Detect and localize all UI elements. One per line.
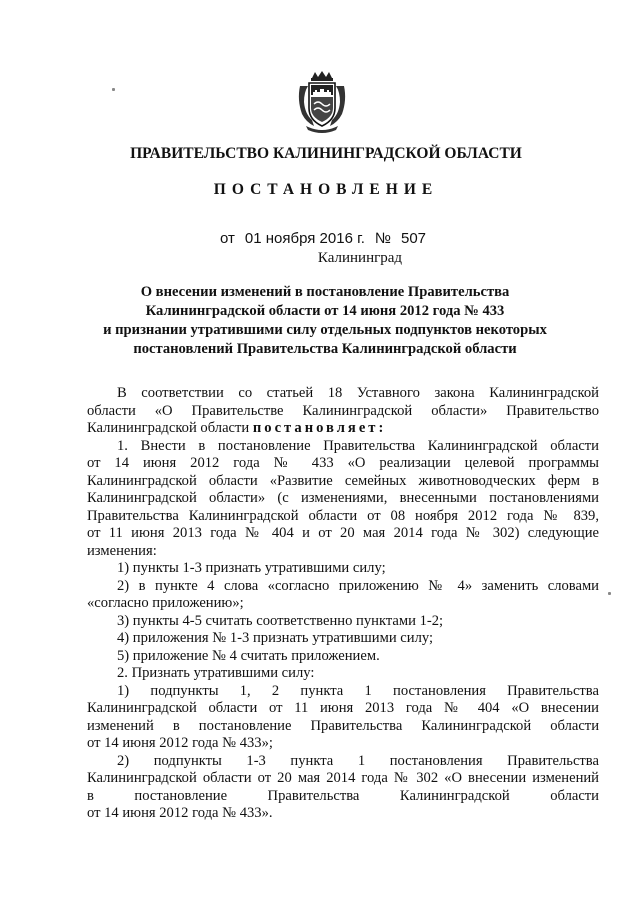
body-line: Калининградской области» (с изменениями, внесенными постановлениями — [87, 490, 599, 506]
body-line: 5) приложение № 4 считать приложением. — [117, 647, 380, 664]
body-line: 2. Признать утратившими силу: — [117, 665, 315, 681]
decree-date: 01 ноября 2016 г. — [244, 230, 365, 247]
body-line: от 14 июня 2012 года № 433»; — [87, 735, 273, 751]
body-line: 2) в пункте 4 слова «согласно приложению № 4» заменить словами — [117, 577, 599, 594]
body-line: области «О Правительстве Калининградской области» Правительство — [87, 402, 599, 419]
body-line: от 11 июня 2013 года № 404 и от 20 мая 2014 года № 302) следующие — [87, 525, 599, 541]
body-line: «согласно приложению»; — [87, 595, 244, 611]
document-type: ПОСТАНОВЛЕНИЕ — [213, 181, 439, 198]
body-line: в постановление Правительства Калининградской области — [87, 787, 599, 804]
subject-line: постановлений Правительства Калининградской области — [133, 341, 517, 357]
decree-number: 507 — [400, 230, 427, 247]
subject-line: и признании утратившими силу отдельных подпунктов некоторых — [103, 322, 547, 338]
resolves-word: постановляет: — [252, 420, 387, 436]
body-line: 3) пункты 4-5 считать соответственно пунктами 1-2; — [117, 612, 444, 629]
scan-speck — [112, 88, 115, 91]
body-line: Калининградской области от 20 мая 2014 года № 302 «О внесении изменений — [87, 770, 599, 786]
city-name: Калининград — [317, 250, 403, 266]
decree-body — [87, 385, 599, 823]
body-line: В соответствии со статьей 18 Уставного закона Калининградской — [117, 385, 599, 401]
body-text: Калининградской области — [87, 420, 253, 436]
body-line — [87, 420, 599, 438]
subject-line: О внесении изменений в постановление Правительства — [140, 284, 510, 300]
body-line: Правительства Калининградской области от 08 ноября 2012 года № 839, — [87, 507, 599, 524]
body-line: 1) подпункты 1, 2 пункта 1 постановления Правительства — [117, 682, 599, 699]
body-line: от 14 июня 2012 года № 433». — [87, 805, 273, 821]
body-line: 4) приложения № 1-3 признать утратившими силу; — [117, 630, 434, 646]
body-line: от 14 июня 2012 года № 433 «О реализации целевой программы — [87, 455, 599, 471]
decree-date-line — [220, 230, 426, 247]
number-sign: № — [374, 230, 391, 247]
coat-of-arms-icon — [296, 70, 348, 134]
date-prefix: от — [220, 230, 235, 247]
scan-speck — [608, 592, 611, 595]
body-line: 1. Внести в постановление Правительства Калининградской области — [117, 437, 599, 454]
body-line: изменений в постановление Правительства Калининградской области — [87, 717, 599, 734]
decree-subject — [60, 283, 590, 359]
body-line: 2) подпункты 1-3 пункта 1 постановления Правительства — [117, 752, 599, 769]
body-line: Калининградской области «Развитие семейных животноводческих ферм в — [87, 472, 599, 489]
body-line: 1) пункты 1-3 признать утратившими силу; — [117, 560, 386, 576]
subject-line: Калининградской области от 14 июня 2012 года № 433 — [145, 303, 505, 319]
body-line: изменения: — [87, 542, 157, 559]
body-line: Калининградской области от 11 июня 2013 года № 404 «О внесении — [87, 700, 599, 716]
government-title: ПРАВИТЕЛЬСТВО КАЛИНИНГРАДСКОЙ ОБЛАСТИ — [130, 145, 522, 162]
